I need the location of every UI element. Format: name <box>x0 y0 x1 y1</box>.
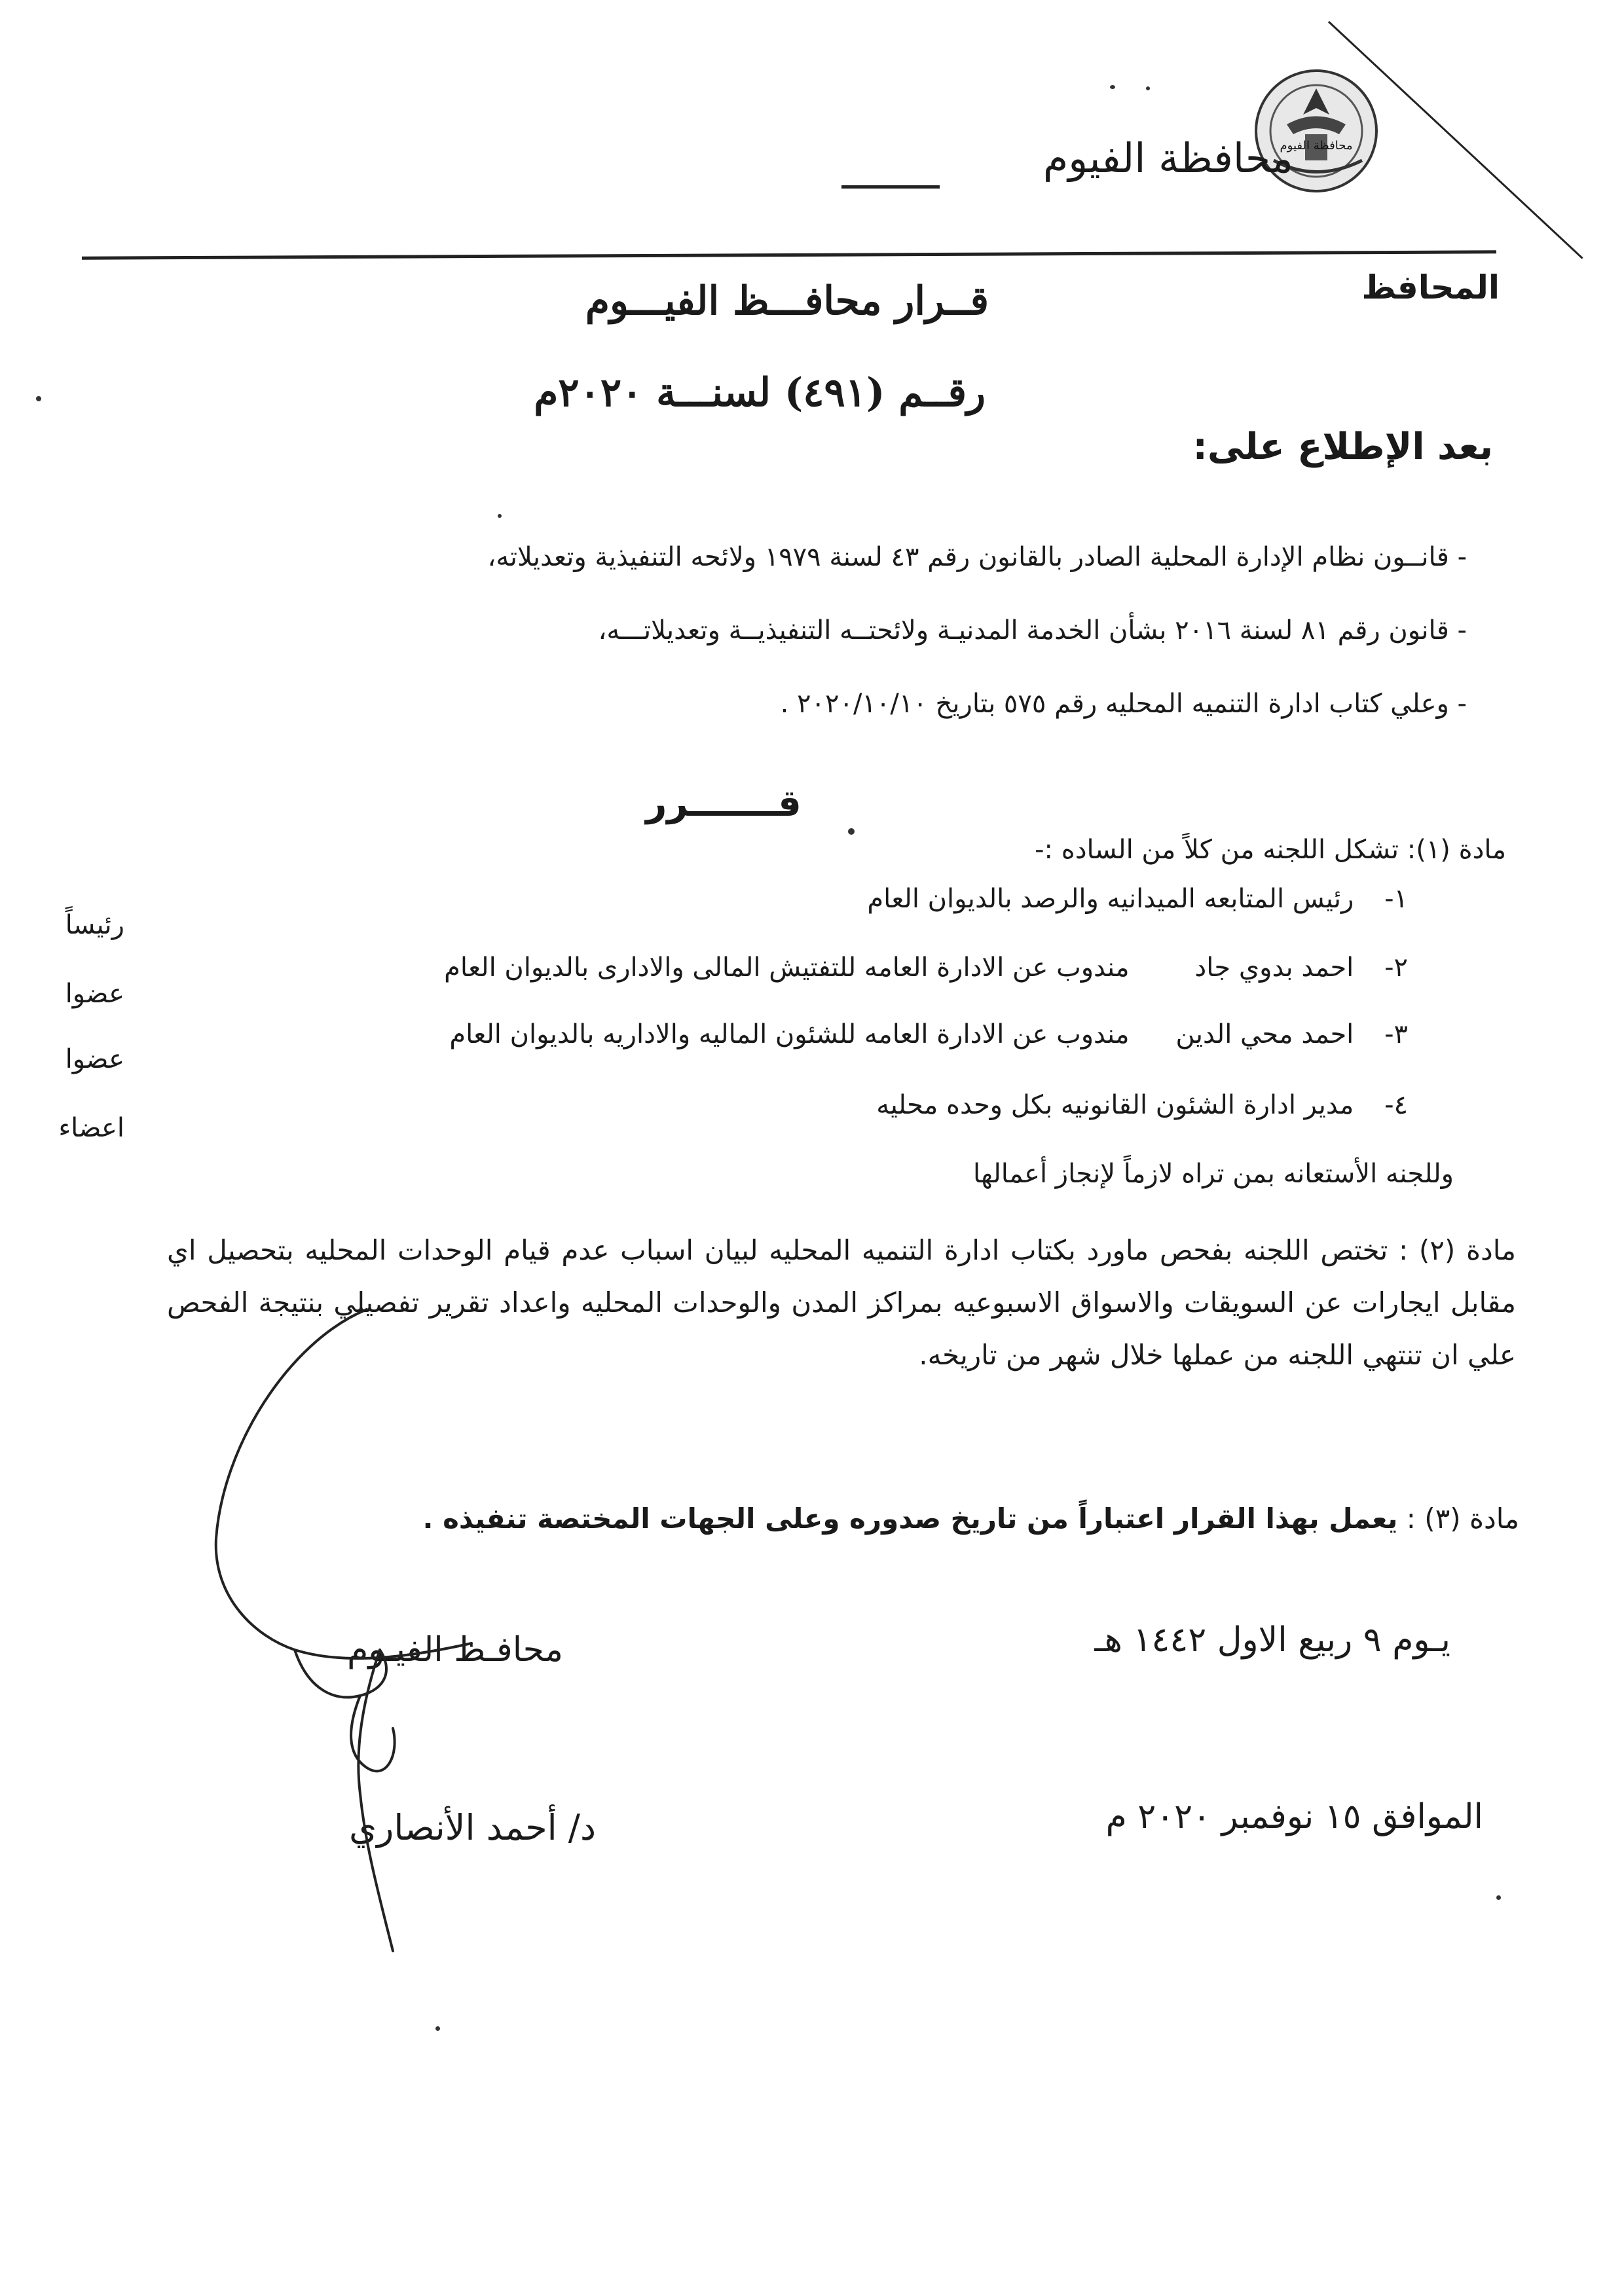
preamble-item: - قانون رقم ٨١ لسنة ٢٠١٦ بشأن الخدمة المدنيـة ولائحتــه التنفيذيــة وتعديلاتـــه، <box>598 615 1467 646</box>
scan-speck <box>498 514 502 518</box>
signatory-name: د/ أحمد الأنصاري <box>349 1807 596 1848</box>
handwritten-signature <box>196 1231 589 1958</box>
member-number: ٤- <box>1384 1090 1408 1120</box>
scan-speck <box>848 828 855 835</box>
member-row <box>295 1090 1408 1120</box>
decision-number: رقــم (٤٩١) لسنـــة ٢٠٢٠م <box>534 370 986 416</box>
member-row <box>295 884 1408 914</box>
member-description: مندوب عن الادارة العامه للشئون الماليه والاداريه بالديوان العام <box>449 1019 1130 1049</box>
decision-title: قــرار محافـــظ الفيـــوم <box>585 278 989 324</box>
header-rule <box>82 250 1496 259</box>
header-dash <box>841 185 940 189</box>
article-3-label: مادة (٣) : <box>1406 1503 1519 1535</box>
scan-speck <box>1146 86 1150 90</box>
gregorian-date: الموافق ١٥ نوفمبر ٢٠٢٠ م <box>1105 1797 1483 1836</box>
office-label: المحافظ <box>1361 268 1500 306</box>
member-number: ٣- <box>1384 1019 1408 1049</box>
decided-heading: قـــــــرر <box>646 782 802 825</box>
scan-speck <box>36 396 41 401</box>
committee-assistance: وللجنه الأستعانه بمن تراه لازماً لإنجاز أعمالها <box>972 1159 1454 1189</box>
hijri-date: يـوم ٩ ربيع الاول ١٤٤٢ هـ <box>1094 1620 1450 1660</box>
member-name: احمد محي الدين <box>1175 1019 1354 1049</box>
member-row <box>164 1019 1408 1049</box>
preamble-heading: بعد الإطلاع على: <box>1192 426 1493 468</box>
member-description: رئيس المتابعه الميدانيه والرصد بالديوان العام <box>867 884 1354 914</box>
governorate-name: محافظة الفيوم <box>1043 134 1293 182</box>
scan-speck <box>1110 85 1115 89</box>
scan-speck <box>435 2026 440 2031</box>
svg-text:محافظة الفيوم: محافظة الفيوم <box>1280 139 1353 153</box>
preamble-item: - قانــون نظام الإدارة المحلية الصادر بالقانون رقم ٤٣ لسنة ١٩٧٩ ولائحه التنفيذية وتعديلاته، <box>487 542 1467 572</box>
member-role: اعضاء <box>58 1113 124 1143</box>
member-description: مدير ادارة الشئون القانونيه بكل وحده محليه <box>876 1090 1354 1120</box>
member-number: ١- <box>1384 884 1408 914</box>
article-3-text: يعمل بهذا القرار اعتباراً من تاريخ صدوره وعلى الجهات المختصة تنفيذه . <box>422 1503 1398 1535</box>
preamble-item: - وعلي كتاب ادارة التنميه المحليه رقم ٥٧٥ بتاريخ ٢٠٢٠/١٠/١٠ . <box>780 689 1467 719</box>
member-description: مندوب عن الادارة العامه للتفتيش المالى والادارى بالديوان العام <box>444 953 1130 983</box>
scan-speck <box>1496 1895 1501 1900</box>
member-name: احمد بدوي جاد <box>1194 953 1354 983</box>
member-number: ٢- <box>1384 953 1408 983</box>
member-role: عضوا <box>65 1044 124 1074</box>
member-role: عضوا <box>65 979 124 1009</box>
article-1-text: مادة (١): تشكل اللجنه من كلاً من الساده :- <box>1035 835 1506 865</box>
member-row <box>164 953 1408 983</box>
member-role: رئيساً <box>65 910 124 940</box>
signatory-title: محافـظ الفيـوم <box>347 1630 563 1669</box>
article-2-text: مادة (٢) : تختص اللجنه بفحص ماورد بكتاب ادارة التنميه المحليه لبيان اسباب عدم قيام الوحدات المحليه بتحصيل اي مقابل ايجارات عن السويقات والاسواق الاسبوعيه بمراكز المدن والوحدات المحليه واعداد تقرير تفصيلي بنتيجة الفحص علي ان تنتهي اللجنه من عملها خلال شهر من تاريخه. <box>167 1234 1516 1371</box>
